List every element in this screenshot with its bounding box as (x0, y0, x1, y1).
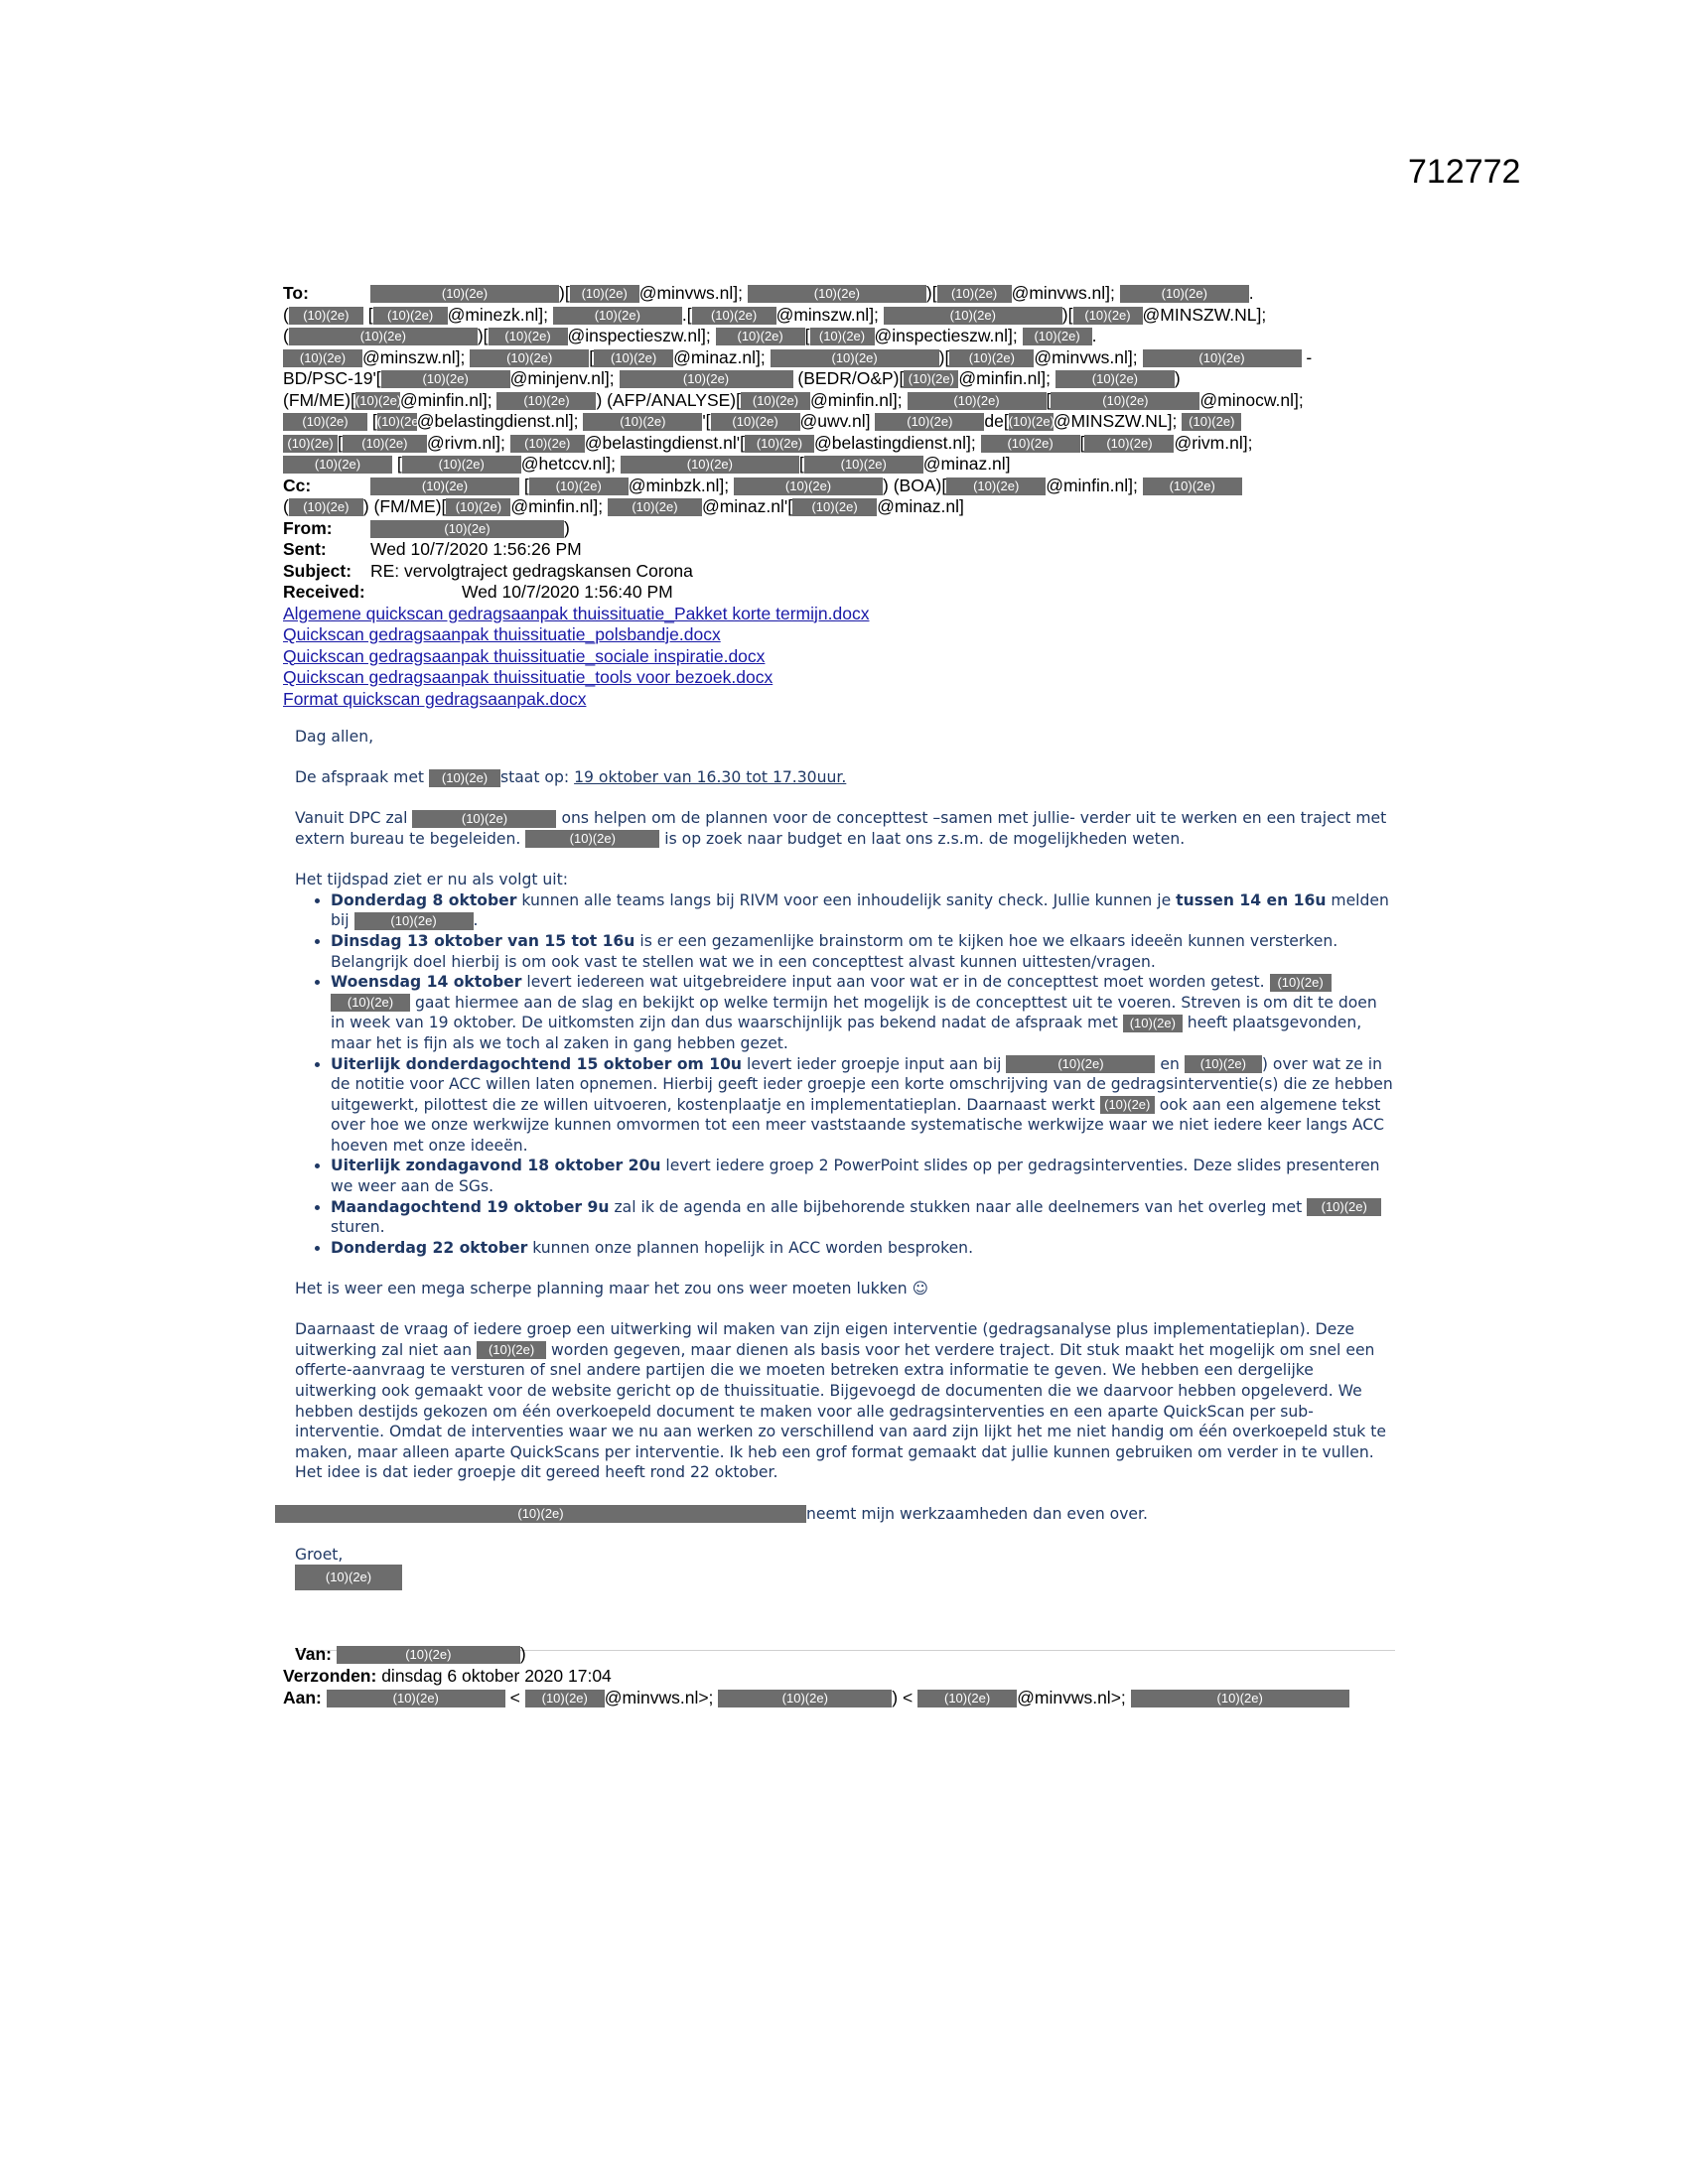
to-line-3: ( (10)(2e) )[ (10)(2e) @inspectieszw.nl]; (10)(2e) [ (10)(2e) @inspectieszw.nl]; (10)(2e) . (283, 326, 1097, 345)
appointment-date: 19 oktober van 16.30 tot 17.30uur. (574, 768, 847, 787)
redaction: (10)(2e) (1120, 285, 1249, 303)
redaction: (10)(2e) (529, 478, 629, 495)
address-domain: @minfin.nl]; (958, 368, 1052, 388)
dpc-paragraph (295, 808, 1395, 849)
to-line-6: (FM/ME)[(10)(2e)@minfin.nl]; (10)(2e) ) (AFP/ANALYSE)[ (10)(2e) @minfin.nl]; (10)(2e) [ (10)(2e) @minocw.nl]; (283, 389, 1304, 410)
redaction: (10)(2e) (429, 769, 500, 787)
redaction: (10)(2e) (370, 285, 559, 303)
text: kunnen onze plannen hopelijk in ACC worden besproken. (532, 1238, 974, 1257)
redaction: (10)(2e) (1185, 1055, 1262, 1073)
timeline-list (295, 890, 1395, 1259)
address-domain: @inspectieszw.nl]; (874, 326, 1018, 345)
redaction: (10)(2e) (525, 1690, 605, 1707)
address-domain: @MINSZW.NL]; (1053, 411, 1178, 431)
attachment-link[interactable] (283, 624, 1395, 646)
redaction: (10)(2e) (804, 456, 923, 474)
redaction: (10)(2e) (489, 328, 568, 345)
org-unit: de[ (984, 411, 1009, 431)
redaction: (10)(2e) (716, 328, 805, 345)
redaction: (10)(2e) (470, 349, 589, 367)
redaction: (10)(2e) (331, 994, 410, 1012)
text: levert iedereen wat uitgebreidere input aan voor wat er in de concepttest moet worden getest. (526, 973, 1265, 992)
redaction: (10)(2e) (1143, 349, 1302, 367)
text: ) over wat ze in de notitie voor ACC willen laten opnemen. Hierbij geeft ieder groepje een korte omschrijving van de gedragsinterventie(s) die ze hebben uitgewerkt, pilottest die ze willen uitvoeren, kostenplaatje en implementatieplan. Daarnaast werkt (331, 1054, 1393, 1114)
text: < (903, 1688, 914, 1707)
redaction: (10)(2e) (1123, 1015, 1183, 1032)
redaction: (10)(2e) (412, 810, 556, 828)
attachment-name[interactable]: Quickscan gedragsaanpak thuissituatie_polsbandje.docx (283, 624, 721, 644)
to-line-2: ( (10)(2e) [ (10)(2e) @minezk.nl]; (10)(2e) .[ (10)(2e) @minszw.nl]; (10)(2e) )[ (10)(2e) @MINSZW.NL]; (283, 304, 1267, 325)
address-domain: @minaz.nl]; (673, 346, 766, 367)
redaction: (10)(2e) (771, 349, 939, 367)
redaction: (10)(2e) (583, 413, 702, 431)
redaction: (10)(2e) (621, 456, 799, 474)
text: De afspraak met (295, 768, 425, 787)
address-domain: @minvws.nl>; (604, 1688, 714, 1707)
redaction: (10)(2e) (1073, 307, 1143, 325)
text: kunnen alle teams langs bij RIVM voor een inhoudelijk sanity check. Jullie kunnen je (521, 890, 1172, 909)
attachment-link[interactable] (283, 604, 1395, 625)
to-line-1: To: (10)(2e) )[ (10)(2e) @minvws.nl]; (10)(2e) )[ (10)(2e) @minvws.nl]; (10)(2e) . (283, 283, 1254, 303)
aan-line: Aan: (10)(2e) < (10)(2e) @minvws.nl>; (10)(2e) ) < (10)(2e) @minvws.nl>; (10)(2e) (283, 1687, 1395, 1708)
redaction: (10)(2e) (1307, 1198, 1381, 1216)
text: zal ik de agenda en alle bijbehorende stukken naar alle deelnemers van het overleg met (614, 1197, 1303, 1216)
timeline-intro: Het tijdspad ziet er nu als volgt uit: (295, 871, 568, 889)
timeline-item (331, 1054, 1395, 1157)
received-line (283, 582, 1395, 604)
redaction: (10)(2e) (946, 478, 1046, 495)
address-domain: @minezk.nl]; (447, 304, 548, 325)
text: heeft plaatsgevonden, maar het is fijn als we toch al zaken in gang hebben gezet. (331, 1014, 1362, 1052)
timeline-item (331, 972, 1395, 1053)
document-id: 712772 (1408, 153, 1521, 191)
timeline-item (331, 1156, 1395, 1196)
text: levert ieder groepje input aan bij (747, 1054, 1002, 1073)
attachment-link[interactable] (283, 646, 1395, 668)
redaction: (10)(2e) (373, 307, 448, 325)
closing: Groet, (295, 1545, 344, 1564)
redaction: (10)(2e) (745, 435, 814, 453)
address-domain: @minfin.nl]; (809, 389, 903, 410)
text: < (509, 1688, 520, 1707)
redaction: (10)(2e) (741, 392, 810, 410)
redaction: (10)(2e) (810, 328, 875, 345)
redaction: (10)(2e) (295, 1565, 402, 1590)
time: tussen 14 en 16u (1176, 890, 1327, 909)
attachment-name[interactable]: Format quickscan gedragsaanpak.docx (283, 688, 587, 709)
subject-value: RE: vervolgtraject gedragskansen Corona (370, 560, 693, 581)
sent-value: Wed 10/7/2020 1:56:26 PM (370, 539, 582, 559)
redaction: (10)(2e) (718, 1690, 892, 1707)
sent-line (283, 539, 1395, 561)
redaction: (10)(2e) (692, 307, 776, 325)
appointment-paragraph (295, 767, 1395, 788)
received-label: Received: (283, 582, 365, 602)
text: ook aan een algemene tekst over hoe we onze werkwijze kunnen omvormen tot een meer vaststaande systematische werkwijze waar we niet iedere keer langs ACC hoeven met onze ideeën. (331, 1095, 1385, 1155)
text: Daarnaast de vraag of iedere groep een uitwerking wil maken van zijn eigen interventie (gedragsanalyse plus implementatieplan). Deze uitwerking zal niet aan (295, 1320, 1354, 1359)
redaction: (10)(2e) (711, 413, 800, 431)
address-domain: @minvws.nl]; (1011, 283, 1115, 303)
redaction: (10)(2e) (289, 307, 363, 325)
address-domain: @minfin.nl]; (1046, 475, 1138, 495)
org-unit: ) (AFP/ANALYSE)[ (596, 389, 741, 410)
address-domain: @minaz.nl] (922, 454, 1011, 474)
address-domain: @rivm.nl]; (1174, 432, 1253, 453)
elaboration-paragraph (295, 1319, 1395, 1483)
address-domain: @MINSZW.NL]; (1142, 304, 1267, 325)
redaction: (10)(2e) (1100, 1096, 1155, 1114)
attachment-link[interactable] (283, 667, 1395, 689)
redaction: (10)(2e) (477, 1341, 546, 1359)
redaction: (10)(2e) (283, 435, 338, 453)
redaction: (10)(2e) (594, 349, 673, 367)
redaction: (10)(2e) (289, 498, 363, 516)
cc-label: Cc: (283, 475, 312, 495)
address-domain: @minvws.nl]; (1034, 346, 1138, 367)
redaction: (10)(2e) (875, 413, 984, 431)
redaction: (10)(2e) (343, 435, 427, 453)
attachment-link[interactable] (283, 689, 1395, 711)
date: Dinsdag 13 oktober van 15 tot 16u (331, 931, 635, 950)
timeline-item: • Donderdag 8 oktober kunnen alle teams langs bij RIVM voor een inhoudelijk sanity check. Jullie kunnen je tussen 14 en 16u melden bij (10)(2e) . (331, 890, 1395, 931)
text: levert iedere groep 2 PowerPoint slides op per gedragsinterventies. Deze slides presenteren we weer aan de SGs. (331, 1157, 1380, 1196)
redaction: (10)(2e) (904, 370, 958, 388)
redaction: (10)(2e) (1143, 478, 1242, 495)
redaction: (10)(2e) (337, 1646, 520, 1664)
from-line: From: (10)(2e) ) (283, 517, 570, 538)
org-unit: BD/PSC-19'[ (283, 368, 381, 388)
redaction: (10)(2e) (283, 349, 362, 367)
van-label: Van: (295, 1644, 332, 1664)
text: worden gegeven, maar dienen als basis voor het verdere traject. Dit stuk maakt het mogelijk om snel een offerte-aanvraag te versturen of snel andere partijen die we moeten betreken extra informatie te geven. We hebben een dergelijke uitwerking ook gemaakt voor de website gericht op de thuissituatie. Bijgevoegd de documenten die we daarvoor hebben opgeleverd. We hebben destijds gekozen om één overkoepeld document te maken voor alle gedragsinterventies en een aparte QuickScan per sub-interventie. Omdat de interventies waar we nu aan werken zo verschillend van aard zijn lijkt het me niet handig om één overkoepeld stuk te maken, maar alleen aparte QuickScans per interventie. Ik heb een grof format gemaakt dat jullie kunnen gebruiken om verder in te vullen. Het idee is dat ieder groepje dit gereed heeft rond 22 oktober. (295, 1340, 1386, 1482)
address-domain: @minocw.nl]; (1199, 389, 1304, 410)
redaction: (10)(2e) (734, 478, 883, 495)
redaction: (10)(2e) (283, 413, 367, 431)
timeline-item (331, 1238, 1395, 1259)
text: Vanuit DPC zal (295, 809, 408, 828)
redaction: (10)(2e) (283, 456, 392, 474)
timeline-item (331, 1197, 1395, 1238)
timeline-item (331, 931, 1395, 972)
forwarded-header (283, 1643, 1395, 1708)
subject-line (283, 561, 1395, 583)
to-line-5: BD/PSC-19'[ (10)(2e) @minjenv.nl]; (10)(2e) (BEDR/O&P)[ (10)(2e) @minfin.nl]; (10)(2e) ) (283, 368, 1181, 388)
redaction: (10)(2e) (792, 498, 877, 516)
redaction: (10)(2e) (949, 349, 1034, 367)
address-domain: @minjenv.nl]; (509, 368, 615, 388)
attachment-name[interactable]: Quickscan gedragsaanpak thuissituatie_tools voor bezoek.docx (283, 667, 774, 687)
planning-paragraph: Het is weer een mega scherpe planning maar het zou ons weer moeten lukken ☺ (295, 1280, 928, 1298)
address-domain: @belastingdienst.nl]; (813, 432, 976, 453)
cc-line-2: ( (10)(2e) ) (FM/ME)[ (10)(2e) @minfin.nl]; (10)(2e) @minaz.nl'[ (10)(2e) @minaz.nl] (283, 496, 964, 516)
date: Donderdag 8 oktober (331, 890, 517, 909)
date: Woensdag 14 oktober (331, 973, 522, 992)
redaction: (10)(2e) (1008, 414, 1055, 430)
verzonden-label: Verzonden: (283, 1666, 377, 1686)
redaction: (10)(2e) (496, 392, 596, 410)
text: neemt mijn werkzaamheden dan even over. (806, 1504, 1148, 1523)
verzonden-line (283, 1665, 1395, 1687)
redaction: (10)(2e) (1131, 1690, 1349, 1707)
redaction: (10)(2e) (354, 912, 474, 930)
address-domain: @minszw.nl]; (362, 346, 466, 367)
to-line-9: (10)(2e) [ (10)(2e) @hetccv.nl]; (10)(2e) [ (10)(2e) @minaz.nl] (283, 454, 1395, 476)
attachment-name[interactable]: Quickscan gedragsaanpak thuissituatie_sociale inspiratie.docx (283, 645, 766, 666)
cc-line-1: Cc: (10)(2e) [ (10)(2e) @minbzk.nl]; (10)(2e) ) (BOA)[ (10)(2e) @minfin.nl]; (10)(2e) (283, 476, 1395, 497)
redaction: (10)(2e) (937, 285, 1012, 303)
org-unit: ) (FM/ME)[ (362, 496, 447, 516)
redaction: (10)(2e) (525, 830, 659, 848)
text: is er een gezamenlijke brainstorm om te kijken hoe we elkaars ideeën kunnen versterken. Belangrijk doel hierbij is om ook vast te stellen wat we in een concepttest alvast kunnen uittesten/vragen. (331, 931, 1338, 971)
text: is op zoek naar budget en laat ons z.s.m. de mogelijkheden weten. (664, 829, 1186, 848)
redaction: (10)(2e) (354, 392, 402, 408)
address-domain: @inspectieszw.nl]; (567, 326, 711, 345)
van-line: Van: (10)(2e) ) (295, 1644, 526, 1664)
date: Donderdag 22 oktober (331, 1238, 528, 1257)
greeting: Dag allen, (295, 728, 374, 746)
redaction: (10)(2e) (381, 370, 510, 388)
address-domain: @minfin.nl]; (510, 496, 604, 516)
aan-label: Aan: (283, 1688, 322, 1707)
redaction: (10)(2e) (608, 498, 702, 516)
redaction: (10)(2e) (570, 285, 639, 303)
redaction: (10)(2e) (1182, 413, 1241, 431)
text: ons helpen om de plannen voor de concepttest –samen met jullie- verder uit te werken en een traject met extern bureau te begeleiden. (295, 809, 1387, 848)
org-unit: ) (BOA)[ (883, 475, 947, 495)
redaction: (10)(2e) (402, 456, 521, 474)
redaction: (10)(2e) (446, 498, 510, 516)
redaction: (10)(2e) (370, 478, 519, 495)
address-domain: @uwv.nl] (799, 411, 871, 431)
address-domain: @minaz.nl'[ (701, 496, 793, 516)
text: melden bij (331, 890, 1389, 930)
address-domain: @minfin.nl]; (399, 389, 492, 410)
redaction: (10)(2e) (376, 414, 423, 430)
email-header (283, 283, 1395, 710)
text: staat op: (500, 768, 570, 787)
to-line-7: (10)(2e) [(10)(2e)@belastingdienst.nl]; (10)(2e) '[ (10)(2e) @uwv.nl] (10)(2e) de[(10)(2e)@MINSZW.NL]; (10)(2e) (283, 411, 1395, 433)
received-value: Wed 10/7/2020 1:56:40 PM (462, 582, 673, 602)
redaction: (10)(2e) (908, 392, 1047, 410)
redaction: (10)(2e) (884, 307, 1062, 325)
redaction: (10)(2e) (289, 328, 478, 345)
signature (295, 1565, 1395, 1590)
from-label: From: (283, 517, 333, 538)
redaction: (10)(2e) (748, 285, 926, 303)
address-domain: @belastingdienst.nl]; (416, 411, 579, 431)
redaction: (10)(2e) (1270, 974, 1332, 992)
redaction: (10)(2e) (1006, 1055, 1155, 1073)
verzonden-value: dinsdag 6 oktober 2020 17:04 (381, 1666, 612, 1686)
redaction: (10)(2e) (1051, 392, 1199, 410)
text: gaat hiermee aan de slag en bekijkt op welke termijn het mogelijk is de concepttest uit te voeren. Streven is om dit te doen in week van 19 oktober. De uitkomsten zijn dan dus waarschijnlijk pas bekend nadat de afspraak met (331, 993, 1377, 1032)
redaction: (10)(2e) (620, 370, 793, 388)
address-domain: @minbzk.nl]; (628, 475, 730, 495)
redaction: (10)(2e) (1023, 328, 1092, 345)
redaction: (10)(2e) (327, 1690, 505, 1707)
redaction: (10)(2e) (510, 435, 585, 453)
text: en (1160, 1054, 1180, 1073)
email-body (295, 727, 1395, 1590)
attachment-name[interactable]: Algemene quickscan gedragsaanpak thuissituatie_Pakket korte termijn.docx (283, 603, 870, 623)
address-domain: @minaz.nl] (877, 496, 964, 516)
org-unit: (BEDR/O&P)[ (797, 368, 905, 388)
redaction: (10)(2e) (275, 1505, 806, 1523)
redaction: (10)(2e) (1084, 435, 1174, 453)
sent-label: Sent: (283, 539, 327, 559)
address-domain: @belastingdienst.nl'[ (584, 432, 745, 453)
org-unit: (FM/ME)[ (283, 389, 355, 410)
address-domain: @minvws.nl]; (638, 283, 744, 303)
redaction: (10)(2e) (1055, 370, 1175, 388)
address-domain: @hetccv.nl]; (520, 454, 616, 474)
to-line-8: (10)(2e) [ (10)(2e) @rivm.nl]; (10)(2e) @belastingdienst.nl'[ (10)(2e) @belastingdienst.nl]; (10)(2e) [ (10)(2e) @rivm.nl]; (283, 433, 1395, 455)
redaction: (10)(2e) (370, 520, 564, 538)
to-line-4: (10)(2e) @minszw.nl]; (10)(2e) [ (10)(2e) @minaz.nl]; (10)(2e) )[ (10)(2e) @minvws.nl]; (10)(2e) - (283, 347, 1395, 369)
date: Maandagochtend 19 oktober 9u (331, 1197, 610, 1216)
redaction: (10)(2e) (917, 1690, 1017, 1707)
address-domain: @minszw.nl]; (775, 304, 879, 325)
date: Uiterlijk donderdagochtend 15 oktober om 10u (331, 1054, 743, 1073)
address-domain: @rivm.nl]; (426, 432, 505, 453)
address-domain: @minvws.nl>; (1017, 1688, 1126, 1707)
subject-label: Subject: (283, 560, 352, 581)
redaction: (10)(2e) (553, 307, 682, 325)
text: sturen. (331, 1218, 385, 1237)
redaction: (10)(2e) (981, 435, 1080, 453)
handover-paragraph (275, 1504, 1395, 1525)
to-label: To: (283, 283, 309, 303)
date: Uiterlijk zondagavond 18 oktober 20u (331, 1157, 661, 1175)
